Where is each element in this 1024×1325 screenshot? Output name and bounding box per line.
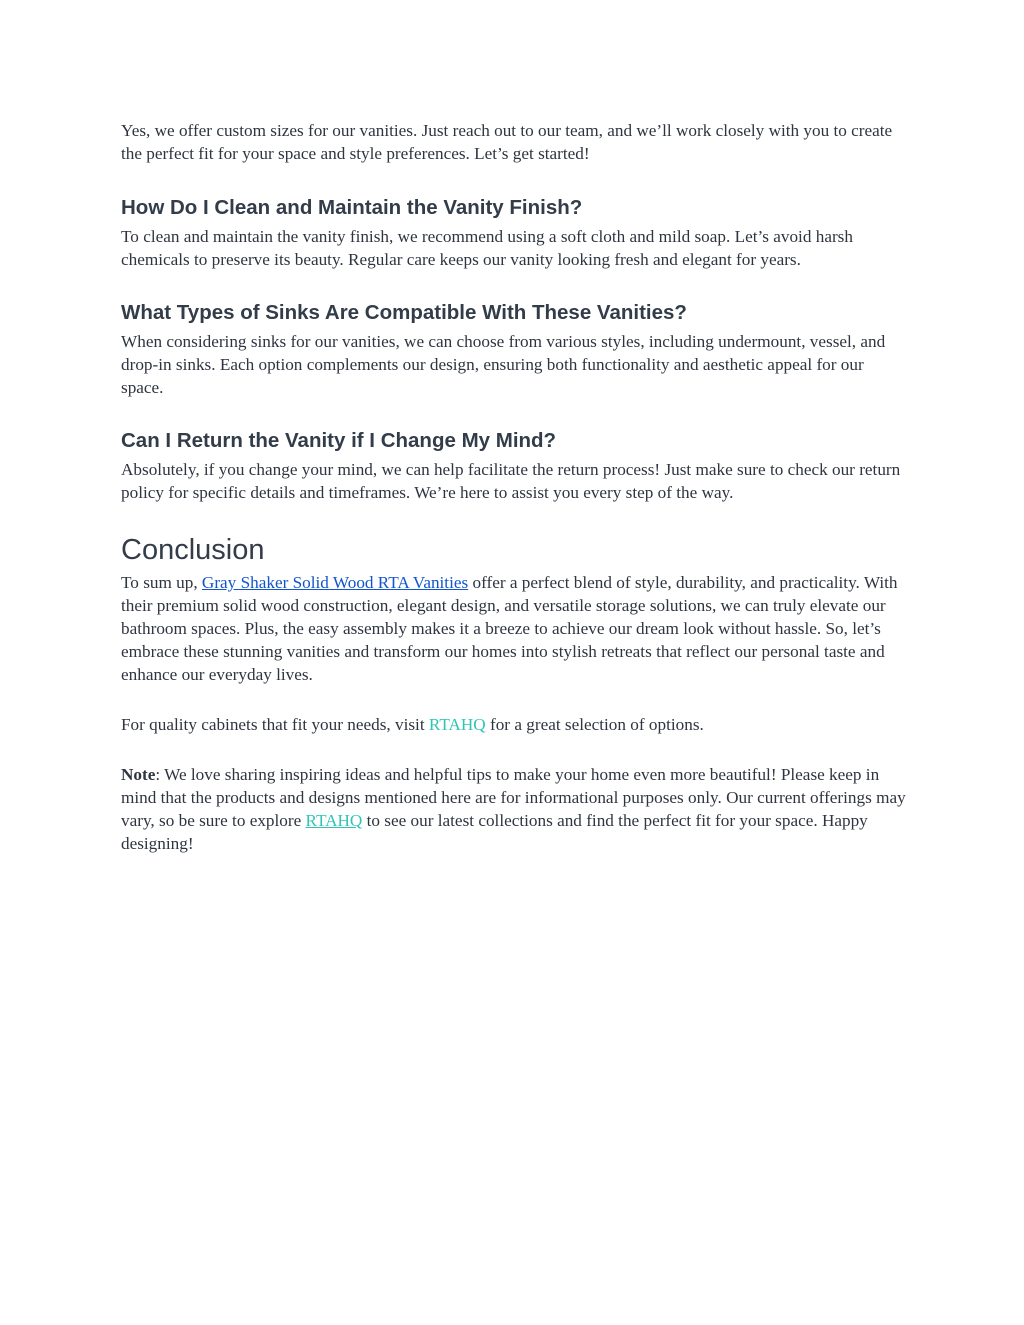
faq-question: Can I Return the Vanity if I Change My Mind? bbox=[121, 429, 557, 452]
intro-paragraph: Yes, we offer custom sizes for our vanities. Just reach out to our team, and we’ll work closely with you to create the perfect fit for your space and style preferences. Let’s get started! bbox=[121, 121, 893, 163]
note-after: to see our latest collections and find the perfect fit for your space. Happy designing! bbox=[121, 811, 868, 853]
faq-sinks bbox=[121, 300, 906, 399]
quality-before: For quality cabinets that fit your needs, visit bbox=[121, 715, 429, 734]
faq-answer: Absolutely, if you change your mind, we can help facilitate the return process! Just make sure to check our return policy for specific details and timeframes. We’re here to assist you every step of the way. bbox=[121, 460, 901, 502]
conclusion-heading: Conclusion bbox=[121, 534, 265, 566]
rtahq-note-link[interactable]: RTAHQ bbox=[305, 811, 363, 830]
note-paragraph bbox=[121, 763, 906, 855]
quality-after: for a great selection of options. bbox=[485, 715, 704, 734]
document-page bbox=[121, 119, 906, 855]
conclusion-rest: offer a perfect blend of style, durability, and practicality. With their premium solid wood construction, elegant design, and versatile storage solutions, we can truly elevate our bathroom spaces. Plus, the easy assembly makes it a breeze to achieve our dream look without hassle. So, let’s embrace these stunning vanities and transform our homes into stylish retreats that reflect our personal taste and enhance our everyday lives. bbox=[121, 573, 898, 684]
faq-question: What Types of Sinks Are Compatible With These Vanities? bbox=[121, 301, 687, 324]
faq-answer: To clean and maintain the vanity finish, we recommend using a soft cloth and mild soap. Let’s avoid harsh chemicals to preserve its beauty. Regular care keeps our vanity looking fresh and elegant for years. bbox=[121, 227, 853, 269]
gray-shaker-vanities-link[interactable]: Gray Shaker Solid Wood RTA Vanities bbox=[201, 573, 469, 592]
note-label: Note bbox=[121, 765, 156, 784]
faq-return bbox=[121, 428, 906, 504]
faq-answer: When considering sinks for our vanities, we can choose from various styles, including undermount, vessel, and drop-in sinks. Each option complements our design, ensuring both functionality and aesthetic appeal for our space. bbox=[121, 332, 886, 397]
faq-question: How Do I Clean and Maintain the Vanity Finish? bbox=[121, 196, 583, 219]
conclusion-paragraph bbox=[121, 571, 906, 686]
note-before: : We love sharing inspiring ideas and helpful tips to make your home even more beautiful! Please keep in mind that the products and designs mentioned here are for informational purposes only. Our current offerings may vary, so be sure to explore bbox=[121, 765, 906, 830]
quality-paragraph bbox=[121, 713, 906, 736]
faq-clean-maintain bbox=[121, 195, 906, 271]
conclusion-lead: To sum up, bbox=[121, 573, 202, 592]
rtahq-link[interactable]: RTAHQ bbox=[428, 715, 486, 734]
